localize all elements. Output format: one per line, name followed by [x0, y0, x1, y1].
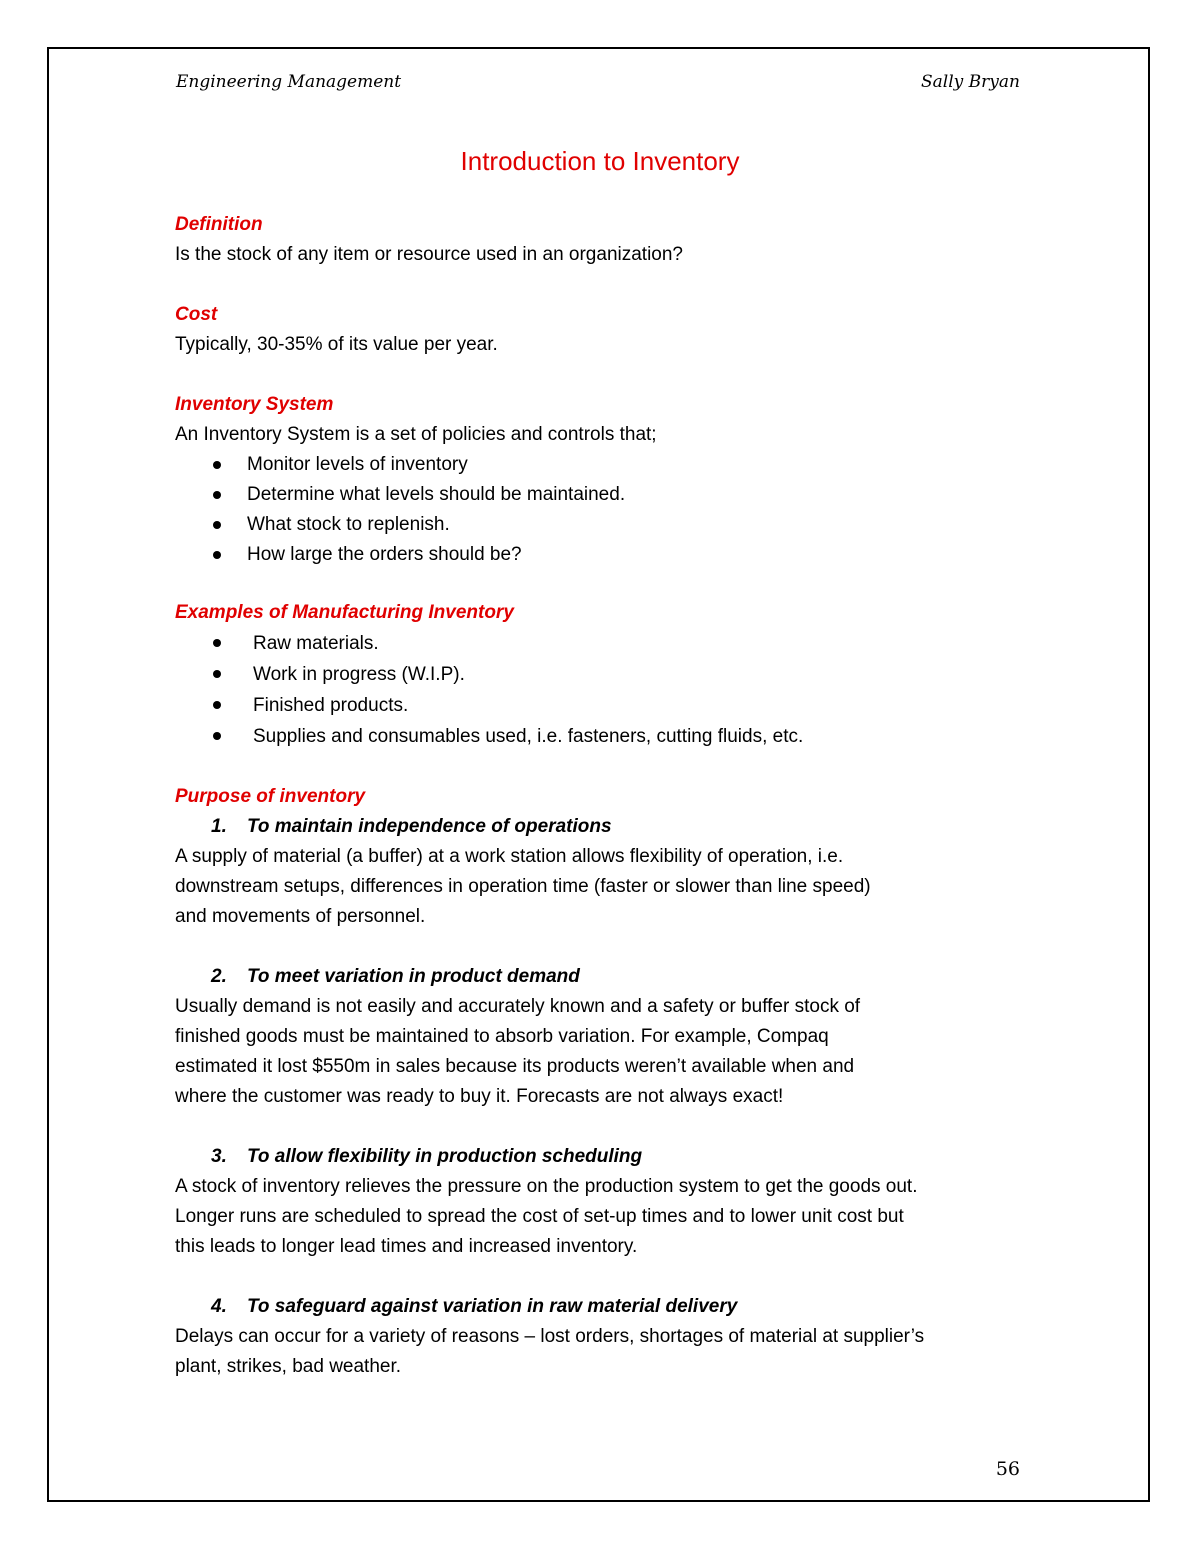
purpose-point-1-line: downstream setups, differences in operation time (faster or slower than line speed) [175, 876, 871, 897]
inventory-system-list [175, 450, 1035, 570]
bullet-icon [213, 701, 221, 709]
list-item: Monitor levels of inventory [175, 450, 1035, 480]
list-item: Finished products. [175, 690, 1035, 721]
bullet-icon [213, 491, 221, 499]
list-item: How large the orders should be? [175, 540, 1035, 570]
inventory-system-heading: Inventory System [175, 394, 334, 415]
purpose-point-2-title: 2. To meet variation in product demand [211, 966, 580, 987]
purpose-point-2-line: finished goods must be maintained to absorb variation. For example, Compaq [175, 1026, 829, 1047]
list-item: Supplies and consumables used, i.e. fasteners, cutting fluids, etc. [175, 721, 1035, 752]
purpose-point-1-line: A supply of material (a buffer) at a work station allows flexibility of operation, i.e. [175, 846, 844, 867]
definition-text: Is the stock of any item or resource used in an organization? [175, 244, 683, 265]
definition-heading: Definition [175, 214, 263, 235]
purpose-heading: Purpose of inventory [175, 786, 366, 807]
bullet-icon [213, 670, 221, 678]
purpose-point-3-line: A stock of inventory relieves the pressure on the production system to get the goods out. [175, 1176, 918, 1197]
cost-heading: Cost [175, 304, 218, 325]
document-body [175, 210, 1035, 1382]
list-item: What stock to replenish. [175, 510, 1035, 540]
list-item: Work in progress (W.I.P). [175, 659, 1035, 690]
purpose-point-2-line: estimated it lost $550m in sales because its products weren’t available when and [175, 1056, 855, 1077]
purpose-point-2-line: where the customer was ready to buy it. Forecasts are not always exact! [175, 1086, 784, 1107]
header-course-title: Engineering Management [176, 72, 402, 92]
purpose-point-1-title: 1. To maintain independence of operations [211, 816, 612, 837]
purpose-point-4-line: Delays can occur for a variety of reasons – lost orders, shortages of material at supplier’s [175, 1326, 925, 1347]
header-author: Sally Bryan [921, 72, 1020, 92]
cost-text: Typically, 30-35% of its value per year. [175, 334, 498, 355]
bullet-icon [213, 551, 221, 559]
purpose-point-3-line: Longer runs are scheduled to spread the cost of set-up times and to lower unit cost but [175, 1206, 904, 1227]
purpose-point-4-title: 4. To safeguard against variation in raw material delivery [211, 1296, 738, 1317]
bullet-icon [213, 732, 221, 740]
page-title: Introduction to Inventory [460, 146, 740, 176]
purpose-point-3-title: 3. To allow flexibility in production scheduling [211, 1146, 643, 1167]
purpose-point-3-line: this leads to longer lead times and increased inventory. [175, 1236, 638, 1257]
examples-heading: Examples of Manufacturing Inventory [175, 602, 514, 623]
examples-list [175, 628, 1035, 752]
page-number: 56 [995, 1458, 1020, 1480]
bullet-icon [213, 461, 221, 469]
bullet-icon [213, 639, 221, 647]
purpose-point-2-line: Usually demand is not easily and accurately known and a safety or buffer stock of [175, 996, 861, 1017]
inventory-system-intro: An Inventory System is a set of policies and controls that; [175, 424, 657, 445]
purpose-point-4-line: plant, strikes, bad weather. [175, 1356, 402, 1377]
list-item: Raw materials. [175, 628, 1035, 659]
purpose-point-1-line: and movements of personnel. [175, 906, 426, 927]
bullet-icon [213, 521, 221, 529]
list-item: Determine what levels should be maintained. [175, 480, 1035, 510]
